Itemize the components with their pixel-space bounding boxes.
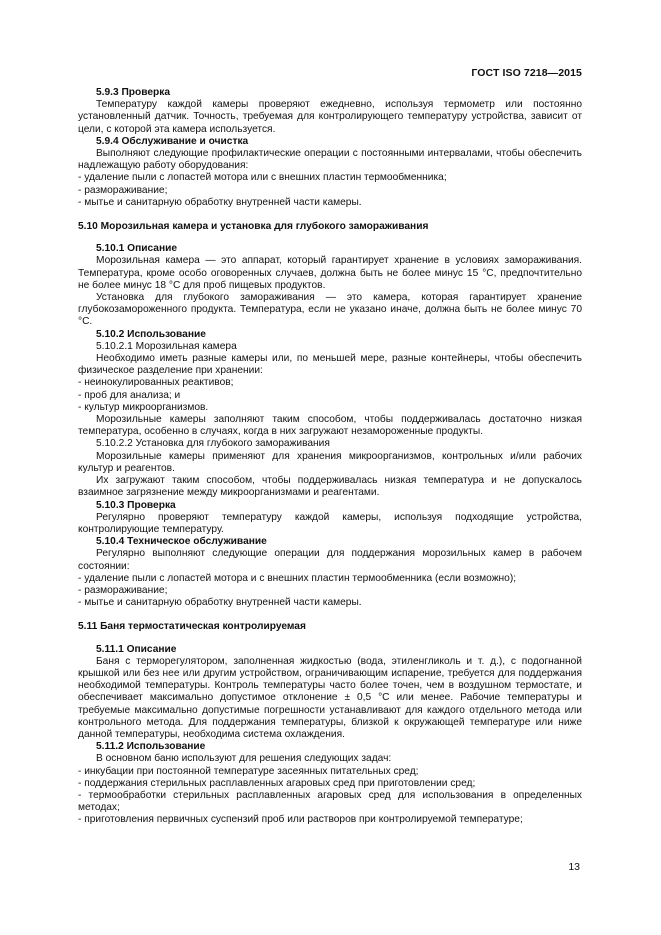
section-5-9-4-paragraph: Выполняют следующие профилактические операции с постоянными интервалами, чтобы обеспечить надлежащую работу оборудования:	[78, 148, 582, 172]
section-5-10-2-1-paragraph-1: Необходимо иметь разные камеры или, по меньшей мере, разные контейнеры, чтобы обеспечить физическое разделение при хранении:	[78, 353, 582, 377]
list-item: - удаление пыли с лопастей мотора и с внешних пластин термообменника (если возможно);	[78, 572, 517, 584]
list-item: - проб для анализа; и	[78, 389, 181, 401]
section-5-10-4-paragraph: Регулярно выполняют следующие операции для поддержания морозильных камер в рабочем состоянии:	[78, 548, 582, 572]
list-item: - термообработки стерильных расплавленных агаровых сред для использования в определенных методах;	[78, 789, 582, 814]
list-item: - поддержания стерильных расплавленных агаровых сред при приготовлении сред;	[78, 777, 476, 789]
section-5-10-title: 5.10 Морозильная камера и установка для глубокого замораживания	[78, 221, 429, 233]
section-5-9-4-title: 5.9.4 Обслуживание и очистка	[96, 135, 249, 147]
section-5-10-2-1-paragraph-2: Морозильные камеры заполняют таким способом, чтобы поддерживалась достаточно низкая температура, особенно в случаях, когда в них загружают незамороженные продукты.	[78, 414, 582, 438]
section-5-10-1-paragraph-1: Морозильная камера — это аппарат, который гарантирует хранение в условиях замораживания. Температура, кроме особо оговоренных случаев, должна быть не более минус 15 °С, предпочтительно не более минус 18 °С для проб пищевых продуктов.	[78, 255, 582, 291]
section-5-11-title: 5.11 Баня термостатическая контролируемая	[78, 621, 306, 633]
section-5-10-2-2-paragraph-1: Морозильные камеры применяют для хранения микроорганизмов, контрольных и/или рабочих культур и реагентов.	[78, 450, 582, 474]
list-item: - удаление пыли с лопастей мотора или с внешних пластин термообменника;	[78, 172, 447, 184]
section-5-10-2-1-title: 5.10.2.1 Морозильная камера	[96, 340, 237, 352]
section-5-11-2-paragraph: В основном баню используют для решения следующих задач:	[96, 753, 392, 765]
list-item: - размораживание;	[78, 184, 168, 196]
list-item: - размораживание;	[78, 584, 168, 596]
section-5-9-3-paragraph: Температуру каждой камеры проверяют ежедневно, используя термометр или постоянно установленный датчик. Точность, требуемая для контролирующего температуру устройства, зависит от цели, с которой эта камера используется.	[78, 99, 582, 135]
list-item: - неинокулированных реактивов;	[78, 377, 234, 389]
section-5-11-1-title: 5.11.1 Описание	[96, 643, 177, 655]
section-5-10-2-2-title: 5.10.2.2 Установка для глубокого замораживания	[96, 438, 330, 450]
section-5-11-1-paragraph: Баня с терморегулятором, заполненная жидкостью (вода, этиленгликоль и т. д.), с подогнанной крышкой или без нее или другим устройством, ограничивающим испарение, требуется для поддержания необходимой температуры. Контроль температуры часто более точен, чем в воздушном термостате, и обеспечивает максимально допустимое отклонение ± 0,5 °С или менее. Рабочие температуры и требуемые максимально допустимые погрешности устанавливают для каждого отдельного метода или контрольного метода. Для поддержания температуры, близкой к окружающей температуре или ниже данной температуры, необходима система охлаждения.	[78, 655, 582, 740]
page-number: 13	[568, 861, 580, 873]
section-5-10-1-paragraph-2: Установка для глубокого замораживания — это камера, которая гарантирует хранение глубокозамороженного продукта. Температура, если не указано иначе, должна быть не более минус 70 °С.	[78, 292, 582, 328]
section-5-9-3-title: 5.9.3 Проверка	[96, 87, 171, 98]
document-header: ГОСТ ISO 7218—2015	[471, 67, 582, 79]
section-5-10-3-paragraph: Регулярно проверяют температуру каждой камеры, используя подходящие устройства, контролирующие температуру.	[78, 511, 582, 535]
section-5-10-1-title: 5.10.1 Описание	[96, 243, 178, 255]
section-5-10-4-title: 5.10.4 Техническое обслуживание	[96, 536, 267, 548]
section-5-10-2-title: 5.10.2 Использование	[96, 328, 206, 340]
section-5-11-2-title: 5.11.2 Использование	[96, 741, 206, 753]
list-item: - приготовления первичных суспензий проб или растворов при контролируемой температуре;	[78, 814, 523, 826]
section-5-10-2-2-paragraph-2: Их загружают таким способом, чтобы поддерживалась низкая температура и не допускалось взаимное загрязнение между микроорганизмами и реагентами.	[78, 475, 582, 499]
list-item: - мытье и санитарную обработку внутренней части камеры.	[78, 597, 362, 609]
list-item: - культур микроорганизмов.	[78, 401, 209, 413]
section-5-10-3-title: 5.10.3 Проверка	[96, 499, 176, 511]
list-item: - мытье и санитарную обработку внутренней части камеры.	[78, 196, 362, 208]
list-item: - инкубации при постоянной температуре засеянных питательных сред;	[78, 765, 419, 777]
page-content	[78, 87, 582, 827]
